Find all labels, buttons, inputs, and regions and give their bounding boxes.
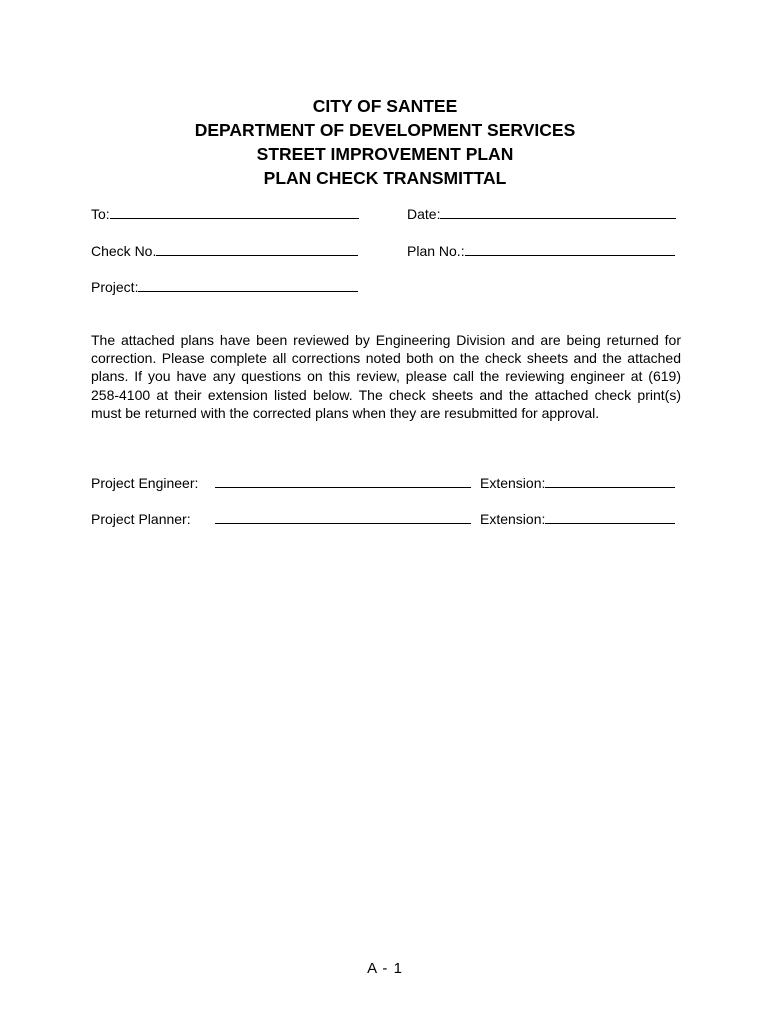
planner-extension-label: Extension: [480, 511, 546, 527]
project-planner-field [91, 510, 471, 528]
project-label: Project: [91, 279, 139, 295]
check-no-field [91, 242, 358, 260]
engineer-extension-input-line[interactable] [545, 474, 675, 488]
project-field [91, 278, 358, 296]
project-planner-label: Project Planner: [91, 511, 191, 527]
page-number: A - 1 [367, 960, 403, 977]
project-planner-input-line[interactable] [215, 510, 471, 524]
planner-extension-field [480, 510, 675, 528]
date-label: Date: [407, 206, 441, 222]
to-input-line[interactable] [110, 205, 359, 219]
project-engineer-label: Project Engineer: [91, 475, 199, 491]
header-city: CITY OF SANTEE [312, 96, 458, 116]
header-department: DEPARTMENT OF DEVELOPMENT SERVICES [194, 120, 576, 140]
to-label: To: [91, 206, 110, 222]
plan-no-label: Plan No.: [407, 243, 465, 259]
plan-no-field [407, 242, 675, 260]
engineer-extension-field [480, 474, 675, 492]
project-engineer-input-line[interactable] [215, 474, 471, 488]
engineer-extension-label: Extension: [480, 475, 546, 491]
check-no-input-line[interactable] [156, 242, 358, 256]
date-field [407, 205, 676, 223]
plan-no-input-line[interactable] [465, 242, 675, 256]
check-no-label: Check No. [91, 243, 157, 259]
header-form-title: PLAN CHECK TRANSMITTAL [263, 168, 507, 188]
header-plan-type: STREET IMPROVEMENT PLAN [256, 144, 514, 164]
planner-extension-input-line[interactable] [545, 510, 675, 524]
instructions-paragraph: The attached plans have been reviewed by Engineering Division and are being returned for correction. Please complete all corrections noted both on the check sheets and the attached plans. If you have any questions on this review, please call the reviewing engineer at (619) 258-4100 at their extension listed below. The check sheets and the attached check print(s) must be returned with the corrected plans when they are resubmitted for approval. [91, 332, 681, 421]
project-input-line[interactable] [138, 278, 358, 292]
project-engineer-field [91, 474, 471, 492]
date-input-line[interactable] [440, 205, 676, 219]
to-field [91, 205, 359, 223]
document-header [0, 94, 770, 190]
